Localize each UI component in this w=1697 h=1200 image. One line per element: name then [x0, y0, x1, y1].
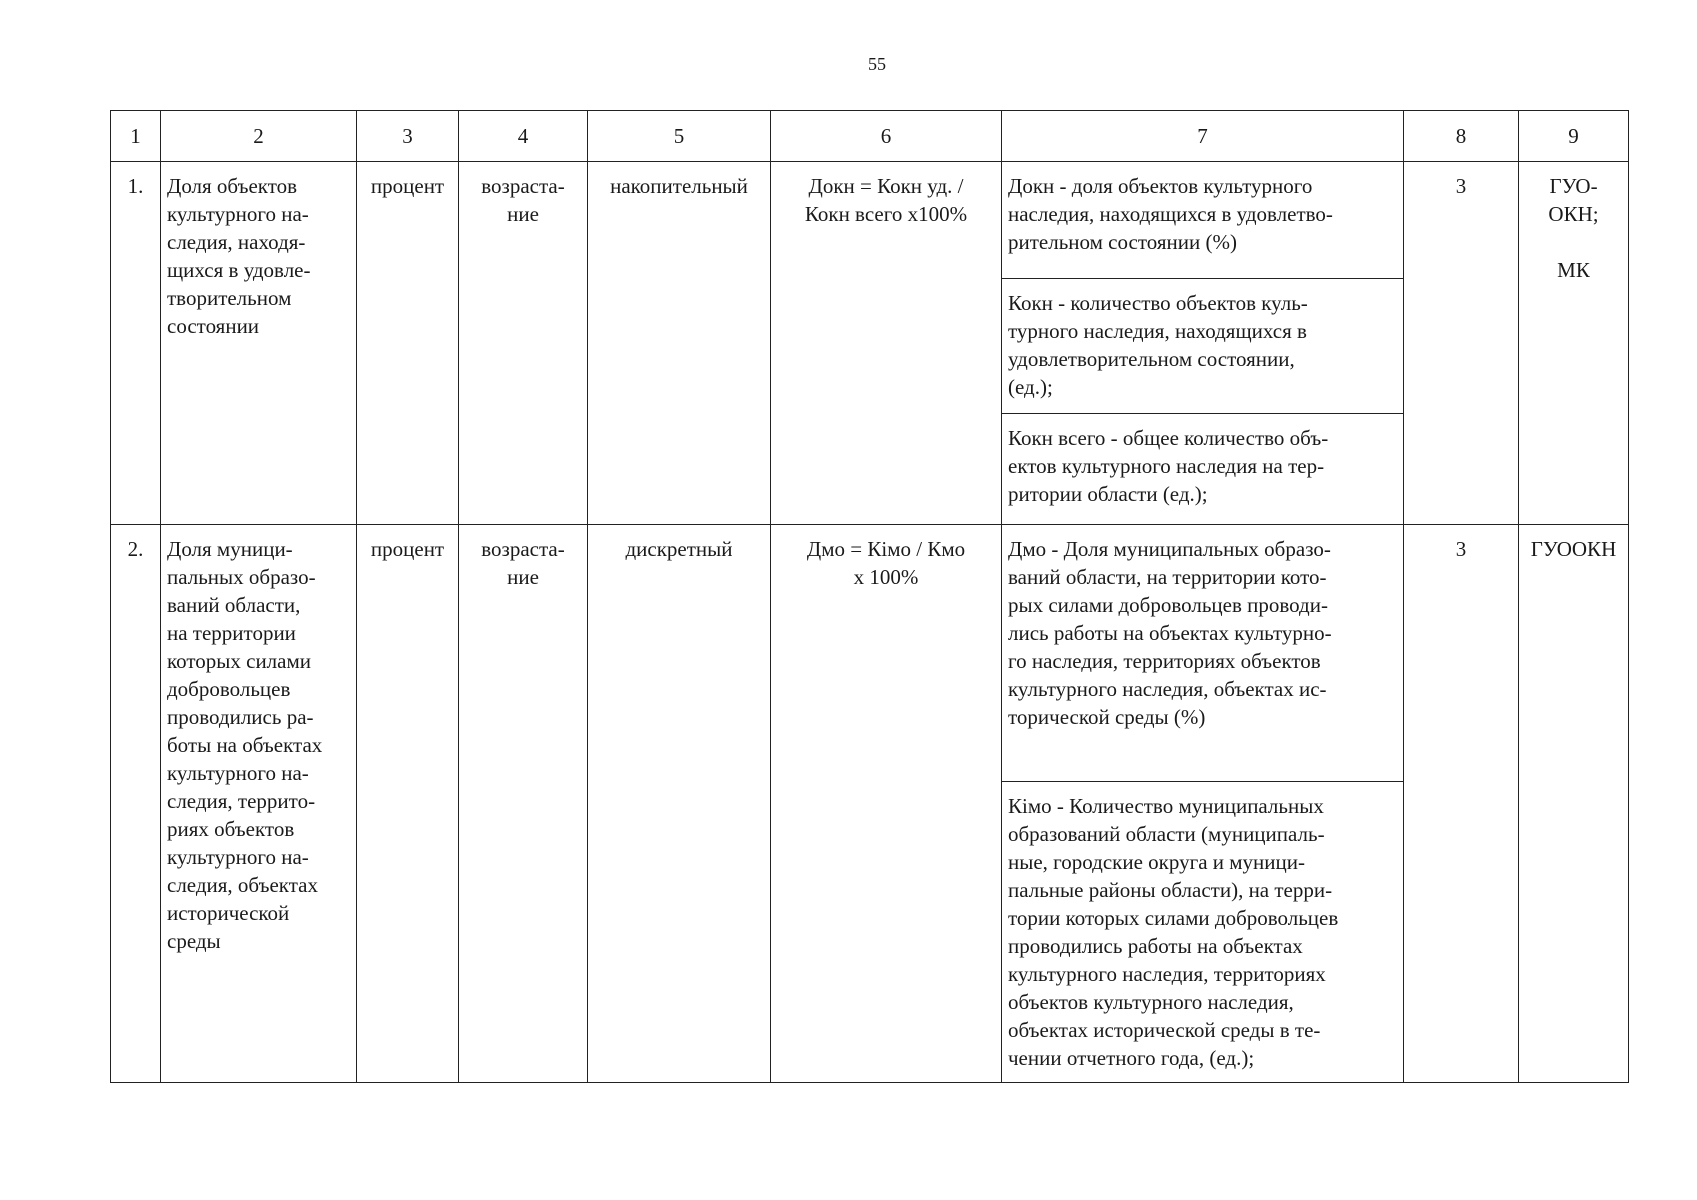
row-number: 2. [111, 525, 161, 1083]
header-cell: 9 [1519, 111, 1629, 162]
header-cell: 1 [111, 111, 161, 162]
formula-cell: Дмо = Кімо / Кмо х 100% [771, 525, 1002, 1083]
direction-cell: возраста- ние [459, 525, 588, 1083]
definition-cell: Кімо - Количество муниципальных образований области (муниципаль- ные, городские округа и муници- пальные районы области), на терри- тории которых силами добровольцев проводились работы на объектах культурного наследия, территориях объектов культурного наследия, объектах исторической среды в те- чении отчетного года, (ед.); [1002, 782, 1404, 1083]
table-row [111, 525, 1629, 782]
header-cell: 4 [459, 111, 588, 162]
indicator-name: Доля муници- пальных образо- ваний области, на территории которых силами добровольцев проводились ра- боты на объектах культурного на- следия, террито- риях объектов культурного на- следия, объектах исторической среды [161, 525, 357, 1083]
col9-cell: ГУООКН [1519, 525, 1629, 1083]
page-number: 55 [868, 54, 886, 74]
header-cell: 5 [588, 111, 771, 162]
col8-cell: 3 [1404, 525, 1519, 1083]
row-number: 1. [111, 162, 161, 525]
type-cell: накопительный [588, 162, 771, 525]
direction-cell: возраста- ние [459, 162, 588, 525]
definition-cell: Дмо - Доля муниципальных образо- ваний области, на территории кото- рых силами добровольцев проводи- лись работы на объектах культурно- го наследия, территориях объектов культурного наследия, объектах ис- торической среды (%) [1002, 525, 1404, 782]
header-row [111, 111, 1629, 162]
header-cell: 2 [161, 111, 357, 162]
definition-cell: Кокн - количество объектов куль- турного наследия, находящихся в удовлетворительном состоянии, (ед.); [1002, 279, 1404, 414]
definition-cell: Кокн всего - общее количество объ- ектов культурного наследия на тер- ритории области (ед.); [1002, 414, 1404, 525]
header-cell: 3 [357, 111, 459, 162]
indicator-name: Доля объектов культурного на- следия, находя- щихся в удовле- творительном состоянии [161, 162, 357, 525]
table-row [111, 162, 1629, 279]
unit-cell: процент [357, 525, 459, 1083]
header-cell: 6 [771, 111, 1002, 162]
definition-cell: Докн - доля объектов культурного наследия, находящихся в удовлетво- рительном состоянии (%) [1002, 162, 1404, 279]
header-cell: 7 [1002, 111, 1404, 162]
unit-cell: процент [357, 162, 459, 525]
header-cell: 8 [1404, 111, 1519, 162]
col8-cell: 3 [1404, 162, 1519, 525]
indicators-table [110, 110, 1629, 1083]
type-cell: дискретный [588, 525, 771, 1083]
formula-cell: Докн = Кокн уд. / Кокн всего х100% [771, 162, 1002, 525]
col9-cell: ГУО- ОКН; МК [1519, 162, 1629, 525]
